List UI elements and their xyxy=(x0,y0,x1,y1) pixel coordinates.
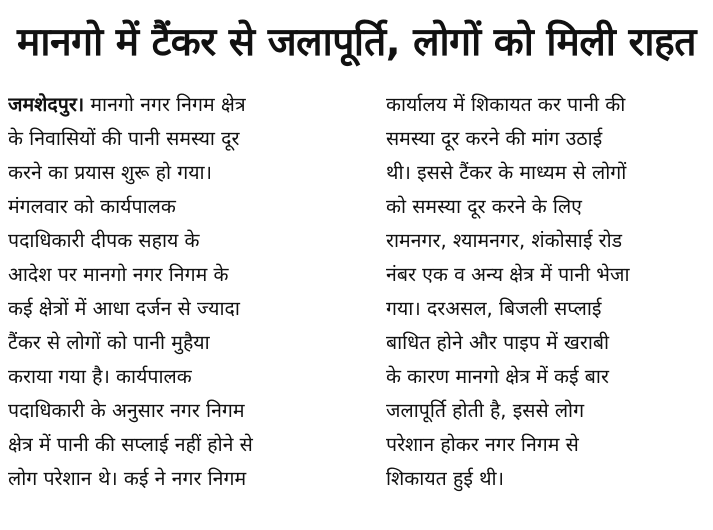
article-text: मानगो नगर निगम क्षेत्र xyxy=(84,93,246,116)
article-line: पदाधिकारी दीपक सहाय के xyxy=(8,229,200,252)
article-line: कई क्षेत्रों में आधा दर्जन से ज्यादा xyxy=(8,297,240,320)
article-column-right xyxy=(386,88,706,530)
article-line: नंबर एक व अन्य क्षेत्र में पानी भेजा xyxy=(386,263,630,286)
article-line xyxy=(8,88,366,122)
article-line: को समस्या दूर करने के लिए xyxy=(386,195,582,218)
article-line: क्षेत्र में पानी की सप्लाई नहीं होने से xyxy=(8,433,253,456)
article-line: कार्यालय में शिकायत कर पानी की xyxy=(386,93,626,116)
article-line: करने का प्रयास शुरू हो गया। xyxy=(8,161,212,184)
article-line: थी। इससे टैंकर के माध्यम से लोगों xyxy=(386,161,627,184)
article-line: रामनगर, श्यामनगर, शंकोसाई रोड xyxy=(386,229,623,252)
article-line: टैंकर से लोगों को पानी मुहैया xyxy=(8,331,210,354)
article-line: मंगलवार को कार्यपालक xyxy=(8,195,176,218)
article-line: समस्या दूर करने की मांग उठाई xyxy=(386,127,603,150)
article-line: गया। दरअसल, बिजली सप्लाई xyxy=(386,297,602,320)
article-line: बाधित होने और पाइप में खराबी xyxy=(386,331,610,354)
article-column-left xyxy=(8,88,366,530)
article-line: के कारण मानगो क्षेत्र में कई बार xyxy=(386,365,609,388)
article-line: जलापूर्ति होती है, इससे लोग xyxy=(386,399,585,422)
article-line: के निवासियों की पानी समस्या दूर xyxy=(8,127,240,150)
article-line: कराया गया है। कार्यपालक xyxy=(8,365,192,388)
article-line: आदेश पर मानगो नगर निगम के xyxy=(8,263,229,286)
headline: मानगो में टैंकर से जलापूर्ति, लोगों को मिली राहत xyxy=(17,19,696,65)
article-line: लोग परेशान थे। कई ने नगर निगम xyxy=(8,467,247,490)
article-line: परेशान होकर नगर निगम से xyxy=(386,433,579,456)
article-line: शिकायत हुई थी। xyxy=(386,467,504,490)
dateline: जमशेदपुर। xyxy=(8,93,85,116)
article-line: पदाधिकारी के अनुसार नगर निगम xyxy=(8,399,245,422)
